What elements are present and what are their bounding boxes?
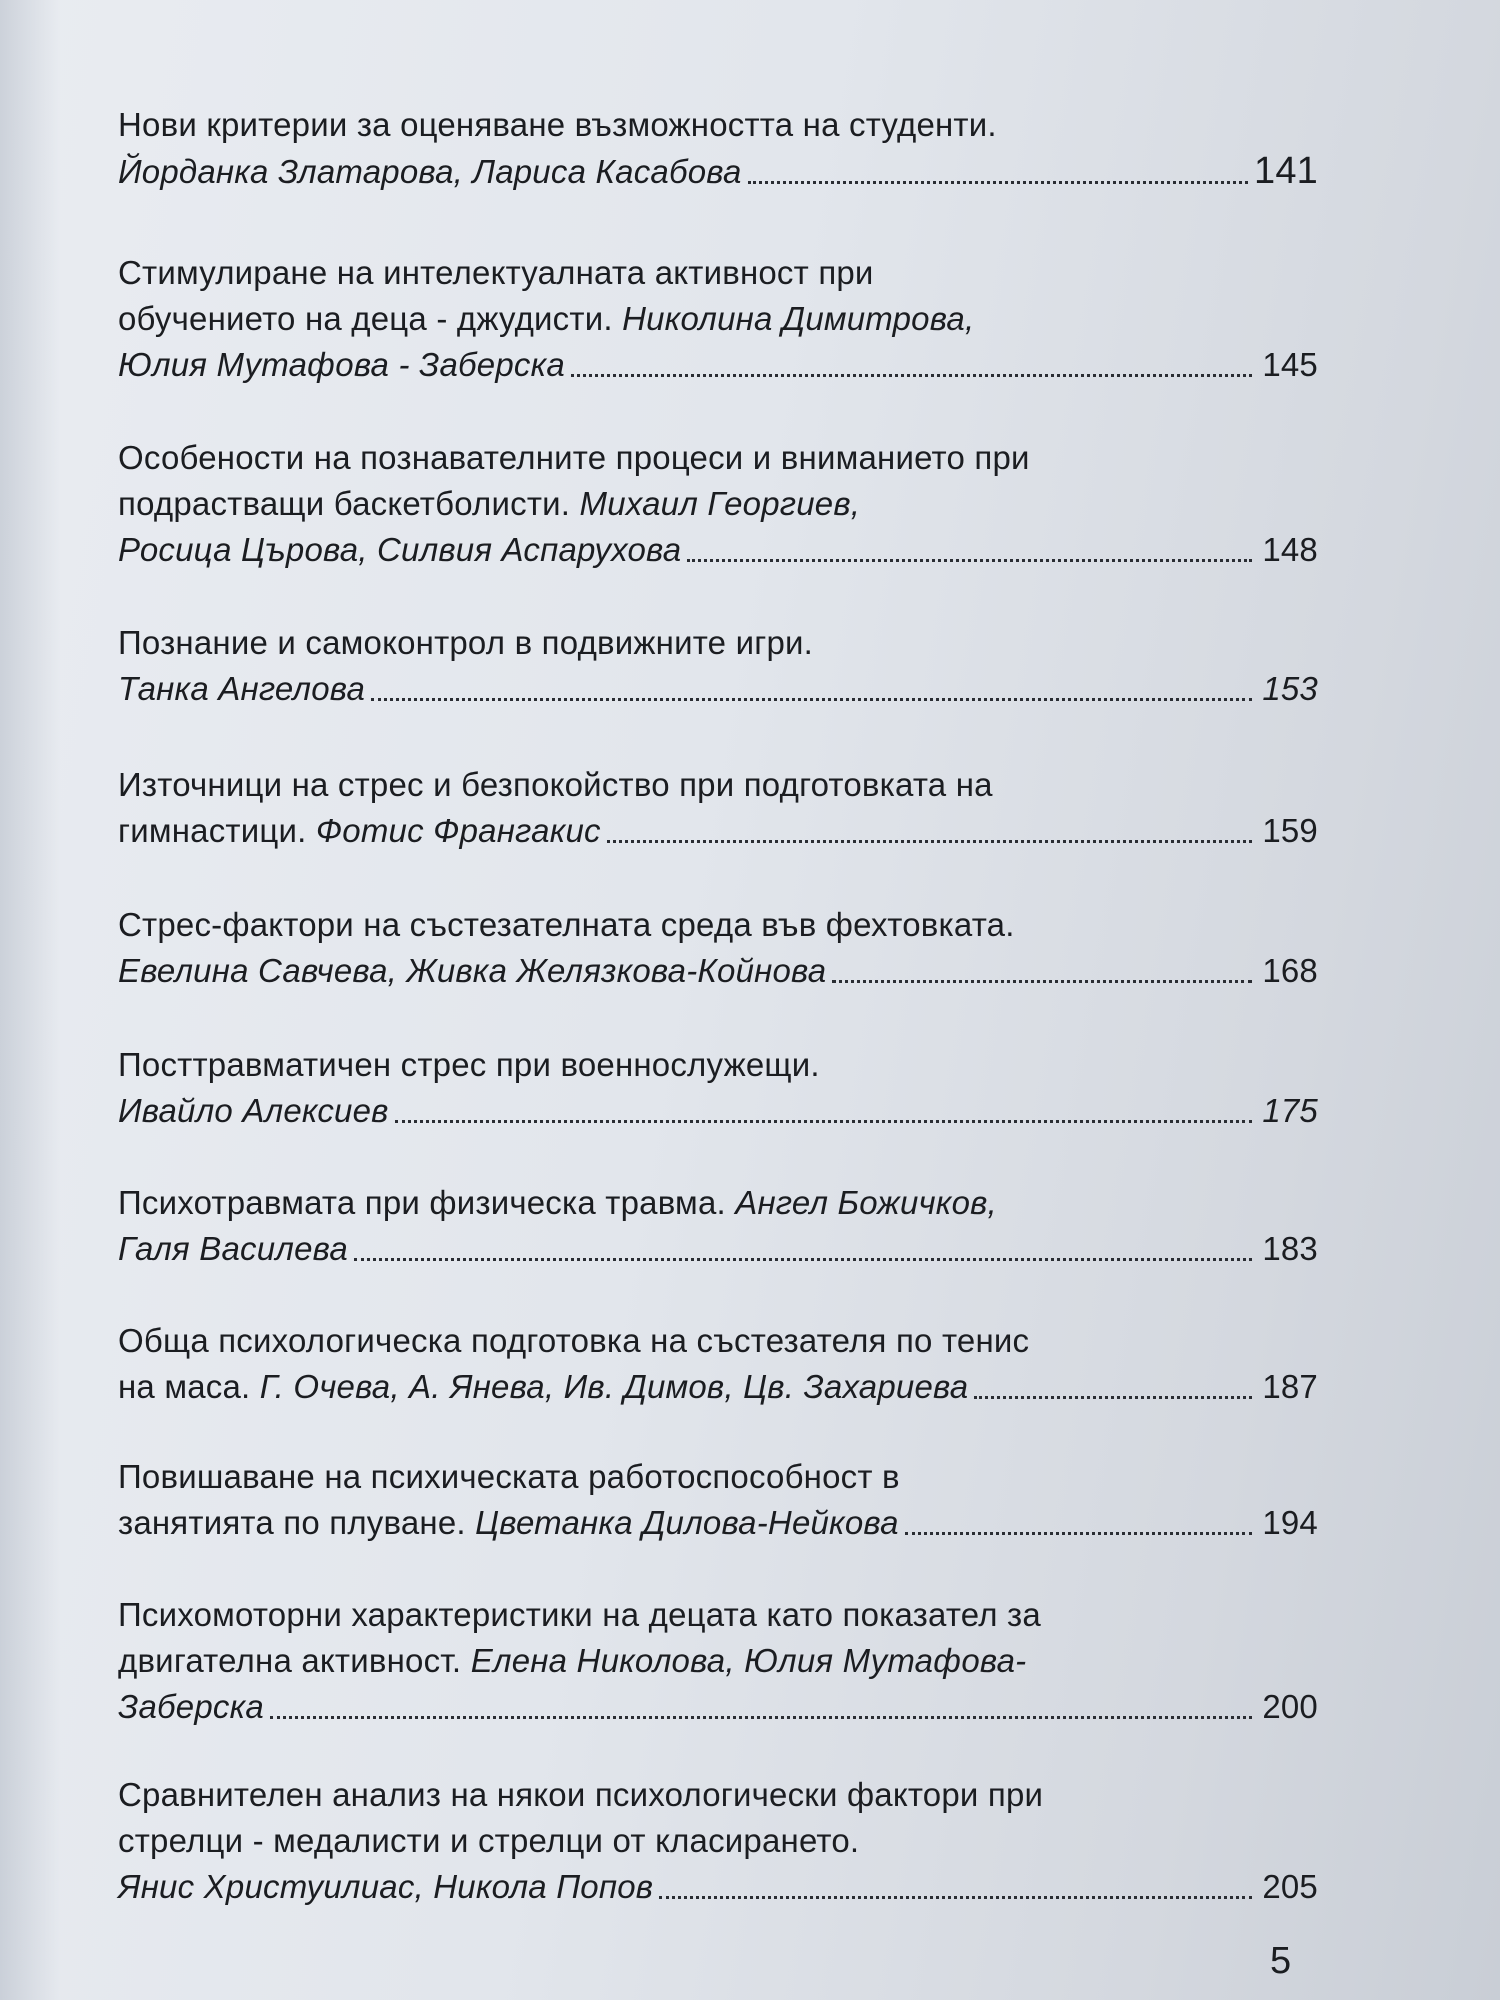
entry-author-line <box>118 1684 1318 1730</box>
entry-page-number: 141 <box>1253 150 1318 192</box>
entry-authors: Росица Църова, Силвия Аспарухова <box>118 531 682 568</box>
dot-leader <box>607 840 1252 843</box>
entry-title-text: гимнастици. <box>118 812 316 849</box>
entry-title-text: обучението на деца - джудисти. <box>118 300 623 337</box>
entry-authors: Заберска <box>118 1688 264 1725</box>
toc-entry <box>118 250 1318 388</box>
toc-entry <box>118 1772 1318 1910</box>
entry-title-text: двигателна активност. <box>118 1642 471 1679</box>
entry-title-line: Повишаване на психическата работоспособност в <box>118 1458 900 1495</box>
entry-author-line <box>118 808 1318 854</box>
entry-authors: Танка Ангелова <box>118 670 365 707</box>
entry-title-line: Нови критерии за оценяване възможността на студенти. <box>118 106 997 143</box>
entry-title-text: занятията по плуване. <box>118 1504 476 1541</box>
dot-leader <box>974 1396 1252 1399</box>
entry-page-number: 153 <box>1262 670 1318 707</box>
entry-title-line: Посттравматичен стрес при военнослужещи. <box>118 1046 820 1083</box>
entry-title-line: Психомоторни характеристики на децата като показател за <box>118 1596 1041 1633</box>
toc-entry <box>118 1318 1318 1410</box>
entry-page-number: 200 <box>1262 1688 1318 1725</box>
toc-entry <box>118 902 1318 994</box>
entry-page-number: 148 <box>1262 531 1318 568</box>
entry-authors: Йорданка Златарова, Лариса Касабова <box>118 153 742 190</box>
entry-authors: Ивайло Алексиев <box>118 1092 389 1129</box>
entry-author-line <box>118 148 1318 195</box>
entry-authors: Евелина Савчева, Живка Желязкова-Койнова <box>118 952 827 989</box>
toc-entry <box>118 1454 1318 1546</box>
entry-title-line: Стрес-фактори на състезателната среда във фехтовката. <box>118 906 1015 943</box>
entry-page-number: 205 <box>1262 1868 1318 1905</box>
dot-leader <box>748 181 1248 184</box>
entry-authors: Ангел Божичков, <box>735 1184 997 1221</box>
toc-entry <box>118 620 1318 712</box>
entry-author-line <box>118 1364 1318 1410</box>
entry-authors: Михаил Георгиев, <box>579 485 861 522</box>
entry-title-line: Стимулиране на интелектуалната активност при <box>118 254 874 291</box>
dot-leader <box>371 698 1252 701</box>
dot-leader <box>354 1258 1252 1261</box>
entry-title-line: Сравнителен анализ на някои психологически фактори при <box>118 1776 1044 1813</box>
entry-author-line <box>118 1500 1318 1546</box>
entry-author-line <box>118 666 1318 712</box>
toc-entry <box>118 762 1318 854</box>
entry-author-line <box>118 1226 1318 1272</box>
toc-entry <box>118 1042 1318 1134</box>
entry-author-line <box>118 1088 1318 1134</box>
dot-leader <box>395 1120 1252 1123</box>
entry-authors: Юлия Мутафова - Заберска <box>118 346 565 383</box>
toc-entry <box>118 1180 1318 1272</box>
page-folio-number: 5 <box>1270 1940 1292 1982</box>
entry-authors: Янис Христуилиас, Никола Попов <box>118 1868 654 1905</box>
entry-title-line: стрелци - медалисти и стрелци от класирането. <box>118 1822 860 1859</box>
dot-leader <box>659 1896 1252 1899</box>
dot-leader <box>571 374 1252 377</box>
entry-author-line <box>118 948 1318 994</box>
toc-entry <box>118 102 1318 195</box>
entry-title-line: Особености на познавателните процеси и вниманието при <box>118 439 1030 476</box>
entry-authors: Цветанка Дилова-Нейкова <box>475 1504 899 1541</box>
entry-authors: Галя Василева <box>118 1230 348 1267</box>
entry-title-line: Обща психологическа подготовка на състезателя по тенис <box>118 1322 1030 1359</box>
entry-title-line <box>118 1180 1318 1226</box>
entry-page-number: 168 <box>1262 952 1318 989</box>
entry-page-number: 183 <box>1262 1230 1318 1267</box>
entry-title-line: Източници на стрес и безпокойство при подготовката на <box>118 766 993 803</box>
entry-title-text: подрастващи баскетболисти. <box>118 485 580 522</box>
dot-leader <box>687 559 1252 562</box>
entry-author-line <box>118 527 1318 573</box>
entry-authors: Г. Очева, А. Янева, Ив. Димов, Цв. Захариева <box>259 1368 969 1405</box>
entry-title-line <box>118 296 1318 342</box>
entry-page-number: 194 <box>1262 1504 1318 1541</box>
entry-title-text: Психотравмата при физическа травма. <box>118 1184 736 1221</box>
entry-authors: Елена Николова, Юлия Мутафова- <box>470 1642 1027 1679</box>
entry-author-line <box>118 1864 1318 1910</box>
toc-entry <box>118 435 1318 573</box>
entry-page-number: 145 <box>1262 346 1318 383</box>
entry-authors: Фотис Франгакис <box>315 812 601 849</box>
entry-page-number: 175 <box>1262 1092 1318 1129</box>
dot-leader <box>905 1532 1252 1535</box>
entry-title-line: Познание и самоконтрол в подвижните игри. <box>118 624 814 661</box>
page-gutter-shadow <box>0 0 60 2000</box>
entry-page-number: 187 <box>1262 1368 1318 1405</box>
dot-leader <box>270 1716 1252 1719</box>
entry-title-line <box>118 1638 1318 1684</box>
entry-title-text: на маса. <box>118 1368 260 1405</box>
toc-entry <box>118 1592 1318 1730</box>
entry-title-line <box>118 481 1318 527</box>
entry-authors: Николина Димитрова, <box>622 300 975 337</box>
entry-page-number: 159 <box>1262 812 1318 849</box>
entry-author-line <box>118 342 1318 388</box>
dot-leader <box>832 980 1252 983</box>
